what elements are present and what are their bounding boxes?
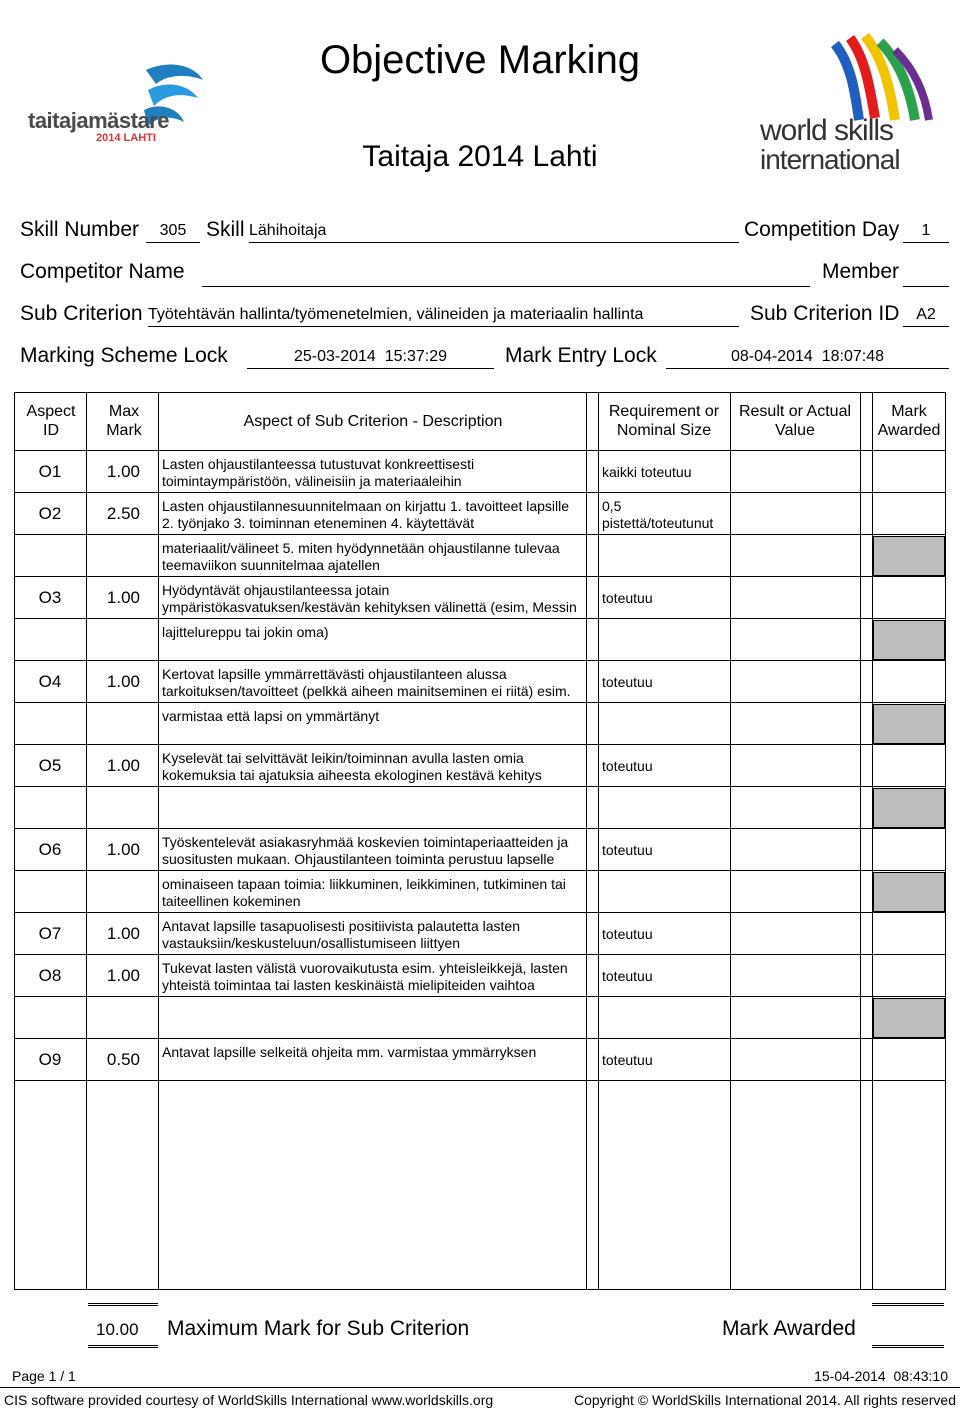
result-cell[interactable] xyxy=(731,829,859,870)
summary-total-rule-bottom xyxy=(88,1345,158,1348)
requirement: toteutuu xyxy=(602,674,653,690)
worldskills-logo-subtext: international xyxy=(760,144,900,175)
mark-awarded-cell[interactable] xyxy=(873,913,945,954)
result-cell[interactable] xyxy=(731,871,859,912)
footer-rule xyxy=(0,1387,960,1388)
copyright-text: Copyright © WorldSkills International 2014. All rights reserved xyxy=(573,1392,956,1408)
aspect-description: Hyödyntävät ohjaustilanteessa jotain ympäristökasvatuksen/kestävän kehityksen välinettä (esim, Messin xyxy=(162,582,577,615)
max-mark: 1.00 xyxy=(106,588,140,607)
taitaja-logo-year: 2014 LAHTI xyxy=(96,132,156,144)
result-cell[interactable] xyxy=(731,703,859,744)
mark-awarded-cell xyxy=(873,788,945,828)
competition-day-label: Competition Day xyxy=(744,218,900,241)
mark-awarded-cell[interactable] xyxy=(873,745,945,786)
requirement: toteutuu xyxy=(602,1052,653,1068)
taitaja-logo-text: taitajamästare xyxy=(28,108,169,133)
aspect-description: Tukevat lasten välistä vuorovaikutusta esim. yhteisleikkejä, lasten yhteistä toimintaa tai lasten keskinäistä mielipiteiden vaihtoa xyxy=(162,960,568,993)
max-mark: 1.00 xyxy=(106,966,140,985)
header-aspect-id: Aspect ID xyxy=(26,403,76,439)
mark-awarded-cell[interactable] xyxy=(873,661,945,702)
summary-total: 10.00 xyxy=(96,1320,139,1339)
aspect-id: O8 xyxy=(38,966,62,985)
max-mark: 0.50 xyxy=(106,1050,140,1069)
result-cell[interactable] xyxy=(731,535,859,576)
result-cell[interactable] xyxy=(731,745,859,786)
summary-awarded-rule-top xyxy=(872,1303,944,1306)
requirement: kaikki toteutuu xyxy=(602,464,692,480)
max-mark: 1.00 xyxy=(106,462,140,481)
max-mark: 2.50 xyxy=(106,504,140,523)
summary-awarded-label: Mark Awarded xyxy=(722,1317,856,1340)
aspect-id: O4 xyxy=(38,672,62,691)
aspect-id: O3 xyxy=(38,588,62,607)
page-number: Page 1 / 1 xyxy=(12,1368,76,1384)
max-mark: 1.00 xyxy=(106,840,140,859)
requirement: toteutuu xyxy=(602,758,653,774)
aspect-description: materiaalit/välineet 5. miten hyödynnetään ohjaustilanne tulevaa teemaviikon suunnitelmaa ajatellen xyxy=(162,540,560,573)
aspect-id: O7 xyxy=(38,924,62,943)
member-label: Member xyxy=(822,260,900,283)
aspect-description: Antavat lapsille selkeitä ohjeita mm. varmistaa ymmärryksen xyxy=(162,1044,537,1060)
aspect-id: O9 xyxy=(38,1050,62,1069)
header-result: Result or Actual Value xyxy=(738,403,852,439)
marking-scheme-lock-field: 25-03-2014 15:37:29 xyxy=(247,348,494,369)
result-cell[interactable] xyxy=(731,955,859,996)
skill-number-field: 305 xyxy=(146,222,200,243)
worldskills-logo-text: world skills xyxy=(760,114,894,147)
skill-label: Skill xyxy=(206,218,245,241)
result-cell[interactable] xyxy=(731,1039,859,1080)
aspect-id: O5 xyxy=(38,756,62,775)
mark-awarded-cell[interactable] xyxy=(873,493,945,534)
skill-field: Lähihoitaja xyxy=(249,222,739,243)
result-cell[interactable] xyxy=(731,997,859,1038)
marks-table xyxy=(14,392,946,1290)
result-cell[interactable] xyxy=(731,493,859,534)
requirement: toteutuu xyxy=(602,968,653,984)
mark-awarded-cell[interactable] xyxy=(873,451,945,492)
mark-awarded-cell xyxy=(873,704,945,744)
mark-awarded-cell xyxy=(873,536,945,576)
requirement: toteutuu xyxy=(602,590,653,606)
row-divider xyxy=(14,1080,946,1081)
mark-entry-lock-label: Mark Entry Lock xyxy=(505,344,657,367)
mark-awarded-cell xyxy=(873,620,945,660)
aspect-description: Työskentelevät asiakasryhmää koskevien toimintaperiaatteiden ja suositusten mukaan. Ohjaustilanteen toiminta perustuu lapselle xyxy=(162,834,569,867)
courtesy-text: CIS software provided courtesy of WorldSkills International www.worldskills.org xyxy=(4,1392,494,1408)
aspect-description: ominaiseen tapaan toimia: liikkuminen, leikkiminen, tutkiminen tai taiteellinen kokeminen xyxy=(162,876,566,909)
requirement: 0,5 pistettä/toteutunut xyxy=(602,498,714,531)
sub-criterion-field: Työtehtävän hallinta/työmenetelmien, välineiden ja materiaalin hallinta xyxy=(148,306,739,327)
aspect-id: O1 xyxy=(38,462,62,481)
max-mark: 1.00 xyxy=(106,924,140,943)
aspect-description: varmistaa että lapsi on ymmärtänyt xyxy=(162,708,380,724)
competition-day-field: 1 xyxy=(903,222,949,243)
marking-scheme-lock-label: Marking Scheme Lock xyxy=(20,344,228,367)
aspect-description: Kertovat lapsille ymmärrettävästi ohjaustilanteen alussa tarkoituksen/tavoitteet (pelkkä aiheen mainitseminen ei riitä) esim. xyxy=(162,666,571,699)
aspect-description: Antavat lapsille tasapuolisesti positiivista palautetta lasten vastauksiin/keskusteluun/osallistumiseen liittyen xyxy=(162,918,520,951)
max-mark: 1.00 xyxy=(106,672,140,691)
result-cell[interactable] xyxy=(731,577,859,618)
skill-number-label: Skill Number xyxy=(20,218,140,241)
result-cell[interactable] xyxy=(731,913,859,954)
result-cell[interactable] xyxy=(731,787,859,828)
header-description: Aspect of Sub Criterion - Description xyxy=(243,413,503,430)
aspect-description: Lasten ohjaustilanteessa tutustuvat konkreettisesti toimintaympäristöön, välineisiin ja materiaaleihin xyxy=(162,456,475,489)
aspect-id: O6 xyxy=(38,840,62,859)
aspect-description: Lasten ohjaustilannesuunnitelmaan on kirjattu 1. tavoitteet lapsille 2. työnjako 3. toiminnan eteneminen 4. käytettävät xyxy=(162,498,570,531)
sub-criterion-id-label: Sub Criterion ID xyxy=(750,302,900,325)
page-title: Objective Marking xyxy=(319,38,641,82)
mark-entry-lock-field: 08-04-2014 18:07:48 xyxy=(666,348,949,369)
aspect-description: lajittelureppu tai jokin oma) xyxy=(162,624,329,640)
result-cell[interactable] xyxy=(731,619,859,660)
result-cell[interactable] xyxy=(731,661,859,702)
sub-criterion-id-field: A2 xyxy=(903,306,949,327)
sub-criterion-label: Sub Criterion xyxy=(20,302,143,325)
summary-awarded-rule-bottom xyxy=(872,1345,944,1348)
requirement: toteutuu xyxy=(602,926,653,942)
mark-awarded-cell xyxy=(873,998,945,1038)
summary-total-rule-top xyxy=(88,1303,158,1306)
max-mark: 1.00 xyxy=(106,756,140,775)
result-cell[interactable] xyxy=(731,451,859,492)
mark-awarded-cell[interactable] xyxy=(873,955,945,996)
header-max-mark: Max Mark xyxy=(106,403,142,439)
aspect-id: O2 xyxy=(38,504,62,523)
event-title: Taitaja 2014 Lahti xyxy=(362,140,598,173)
mark-awarded-cell xyxy=(873,872,945,912)
print-timestamp: 15-04-2014 08:43:10 xyxy=(814,1368,948,1384)
mark-awarded-cell[interactable] xyxy=(873,829,945,870)
member-field xyxy=(903,266,949,287)
header-requirement: Requirement or Nominal Size xyxy=(608,403,720,439)
competitor-name-label: Competitor Name xyxy=(20,260,185,283)
competitor-name-field xyxy=(202,266,810,287)
requirement: toteutuu xyxy=(602,842,653,858)
aspect-description: Kyselevät tai selvittävät leikin/toiminnan avulla lasten omia kokemuksia tai ajatuksia aiheesta ekologinen kestävä kehitys xyxy=(162,750,542,783)
summary-max-label: Maximum Mark for Sub Criterion xyxy=(167,1317,470,1340)
header-mark-awarded: Mark Awarded xyxy=(877,403,941,439)
mark-awarded-cell[interactable] xyxy=(873,1039,945,1080)
mark-awarded-cell[interactable] xyxy=(873,577,945,618)
